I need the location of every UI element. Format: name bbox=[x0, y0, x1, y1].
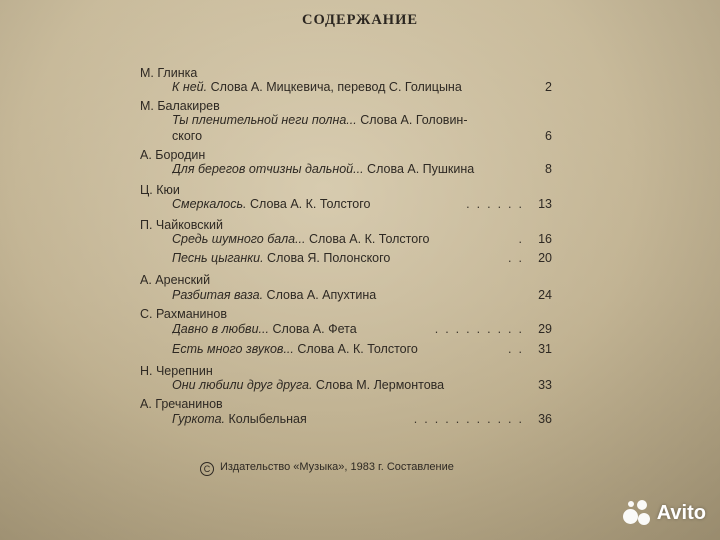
page-number: 16 bbox=[538, 232, 552, 246]
work-credit: Слова А. Мицкевича, перевод С. Голицына bbox=[207, 80, 462, 94]
avito-logo-icon bbox=[623, 499, 651, 527]
work-title: Средь шумного бала... bbox=[172, 232, 306, 246]
work-credit: Слова А. Фета bbox=[268, 322, 357, 336]
work-title: Песнь цыганки. bbox=[172, 251, 264, 265]
work-credit: Слова А. К. Толстого bbox=[246, 197, 371, 211]
dot-leader: .. bbox=[508, 342, 529, 356]
work-credit: Слова М. Лермонтова bbox=[312, 378, 445, 392]
work-title: Они любили друг друга. bbox=[172, 378, 313, 392]
page-number: 2 bbox=[545, 80, 552, 94]
toc-entry[interactable] bbox=[172, 162, 529, 178]
page-number: 31 bbox=[538, 342, 552, 356]
page-number: 24 bbox=[538, 288, 552, 302]
work-title: Давно в любви... bbox=[172, 322, 269, 336]
toc-entry[interactable] bbox=[172, 251, 529, 267]
work-title: Смеркалось. bbox=[172, 197, 247, 211]
dot-leader: . bbox=[518, 232, 529, 246]
dot-leader: ......... bbox=[434, 322, 529, 336]
copyright-icon: С bbox=[200, 462, 214, 476]
dot-leader: ........... bbox=[413, 412, 529, 426]
toc-entry[interactable] bbox=[172, 288, 529, 304]
page-number: 8 bbox=[545, 162, 552, 176]
page-number: 29 bbox=[538, 322, 552, 336]
copyright-text: Издательство «Музыка», 1983 г. Составление bbox=[220, 461, 454, 473]
composer-name: А. Аренский bbox=[140, 273, 211, 287]
page-title: СОДЕРЖАНИЕ bbox=[301, 12, 419, 28]
page-number: 13 bbox=[538, 197, 552, 211]
toc-entry[interactable] bbox=[172, 322, 529, 338]
composer-name: П. Чайковский bbox=[140, 218, 223, 232]
work-credit-continuation: ского bbox=[172, 129, 203, 143]
work-title: Ты пленительной неги полна... bbox=[172, 113, 357, 127]
work-title: Разбитая ваза. bbox=[172, 288, 264, 302]
composer-name: А. Бородин bbox=[140, 148, 206, 162]
work-credit: Слова А. К. Толстого bbox=[305, 232, 430, 246]
composer-name: М. Глинка bbox=[140, 66, 198, 80]
toc-entry[interactable] bbox=[172, 232, 529, 248]
composer-name: Ц. Кюи bbox=[140, 183, 180, 197]
work-credit: Слова А. К. Толстого bbox=[293, 342, 418, 356]
composer-name: М. Балакирев bbox=[140, 99, 220, 113]
toc-entry[interactable] bbox=[172, 113, 529, 129]
work-credit: Слова Я. Полонского bbox=[263, 251, 391, 265]
toc-entry[interactable] bbox=[172, 342, 529, 358]
work-credit: Слова А. Апухтина bbox=[263, 288, 377, 302]
avito-watermark bbox=[623, 498, 706, 528]
work-credit: Слова А. Пушкина bbox=[363, 162, 475, 176]
dot-leader: .. bbox=[508, 251, 529, 265]
work-title: Гуркота. bbox=[172, 412, 226, 426]
work-title: К ней. bbox=[172, 80, 208, 94]
dot-leader: ...... bbox=[466, 197, 529, 211]
avito-brand-text: Avito bbox=[656, 501, 706, 524]
toc-entry[interactable] bbox=[172, 197, 529, 213]
composer-name: А. Гречанинов bbox=[140, 397, 223, 411]
work-title: Есть много звуков... bbox=[172, 342, 294, 356]
composer-name: С. Рахманинов bbox=[140, 307, 228, 321]
toc-entry[interactable] bbox=[172, 80, 529, 96]
work-title: Для берегов отчизны дальной... bbox=[172, 162, 364, 176]
copyright-line bbox=[200, 461, 454, 476]
page-number: 33 bbox=[538, 378, 552, 392]
page-number: 6 bbox=[545, 129, 552, 143]
page-number: 20 bbox=[538, 251, 552, 265]
work-credit: Колыбельная bbox=[225, 412, 307, 426]
toc-entry[interactable] bbox=[172, 412, 529, 428]
composer-name: Н. Черепнин bbox=[140, 364, 213, 378]
work-credit: Слова А. Головин- bbox=[356, 113, 468, 127]
page-number: 36 bbox=[538, 412, 552, 426]
toc-entry[interactable] bbox=[172, 378, 529, 394]
